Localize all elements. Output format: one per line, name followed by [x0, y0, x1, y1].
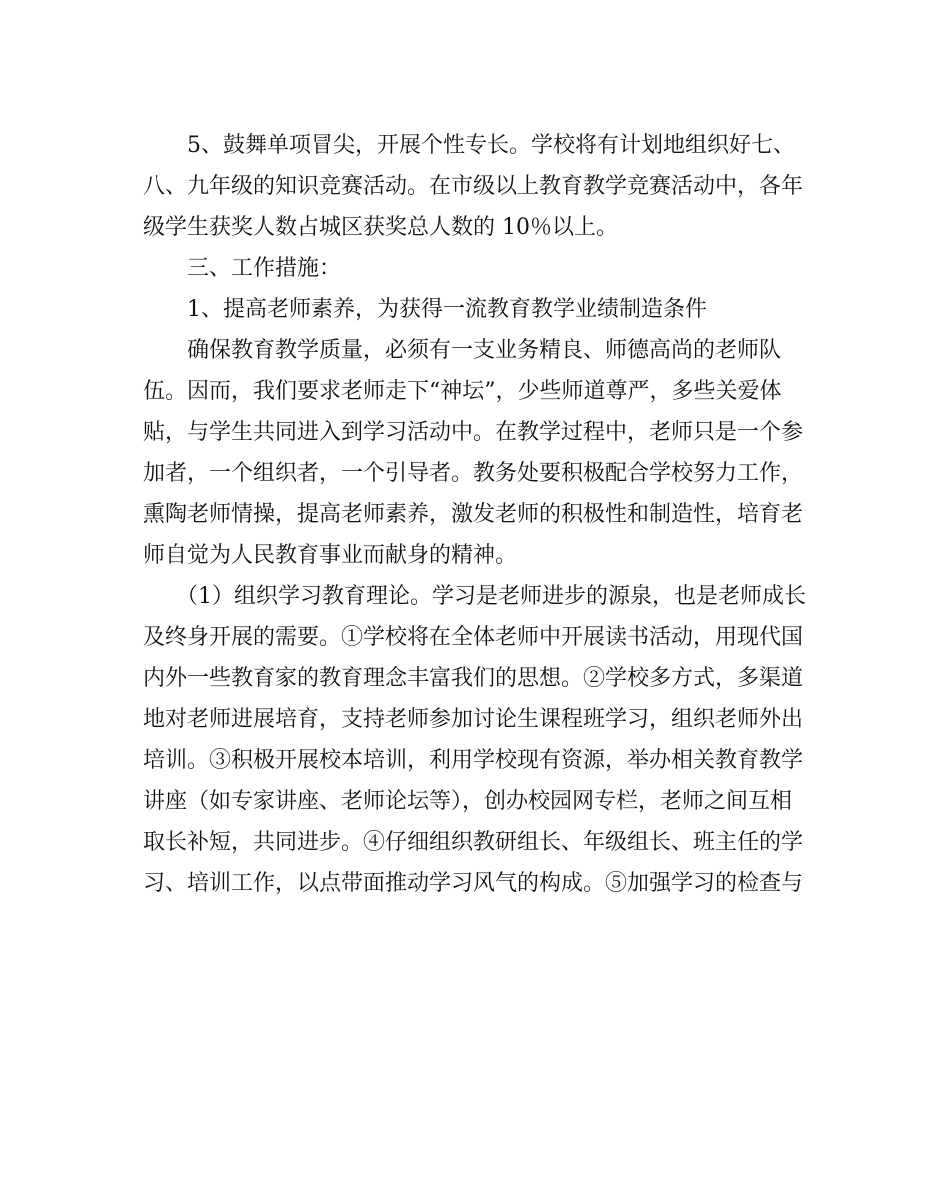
paragraph-line: 贴，与学生共同进入到学习活动中。在教学过程中，老师只是一个参: [143, 420, 804, 445]
subsection-heading: 1、提高老师素养，为获得一流教育教学业绩制造条件: [187, 297, 707, 322]
paragraph-line: 习、培训工作，以点带面推动学习风气的构成。⑤加强学习的检查与: [143, 871, 804, 896]
paragraph-line: 熏陶老师情操，提高老师素养，激发老师的积极性和制造性，培育老: [143, 502, 804, 527]
paragraph-line: 取长补短，共同进步。④仔细组织教研组长、年级组长、班主任的学: [143, 830, 804, 855]
paragraph-line: 5、鼓舞单项冒尖，开展个性专长。学校将有计划地组织好七、: [187, 133, 795, 158]
paragraph-line: 确保教育教学质量，必须有一支业务精良、师德高尚的老师队: [187, 338, 782, 363]
document-body: [143, 125, 823, 904]
paragraph-line: 及终身开展的需要。①学校将在全体老师中开展读书活动，用现代国: [143, 625, 804, 650]
paragraph-line: 讲座（如专家讲座、老师论坛等），创办校园网专栏，老师之间互相: [143, 789, 793, 814]
paragraph-line: 级学生获奖人数占城区获奖总人数的 10％以上。: [143, 215, 618, 240]
paragraph-line: 师自觉为人民教育事业而献身的精神。: [143, 543, 518, 568]
paragraph-line: 伍。因而，我们要求老师走下“神坛”，少些师道尊严，多些关爱体: [143, 379, 782, 404]
paragraph-line: 加者，一个组织者，一个引导者。教务处要积极配合学校努力工作，: [143, 461, 804, 486]
paragraph-line: 培训。③积极开展校本培训，利用学校现有资源，举办相关教育教学: [143, 748, 804, 773]
paragraph-line: 内外一些教育家的教育理念丰富我们的思想。②学校多方式，多渠道: [143, 666, 804, 691]
paragraph-line: 八、九年级的知识竞赛活动。在市级以上教育教学竞赛活动中，各年: [143, 174, 804, 199]
paragraph-line: 地对老师进展培育，支持老师参加讨论生课程班学习，组织老师外出: [143, 707, 804, 732]
section-heading: 三、工作措施：: [187, 256, 342, 281]
paragraph-line: （1）组织学习教育理论。学习是老师进步的源泉，也是老师成长: [176, 584, 806, 609]
